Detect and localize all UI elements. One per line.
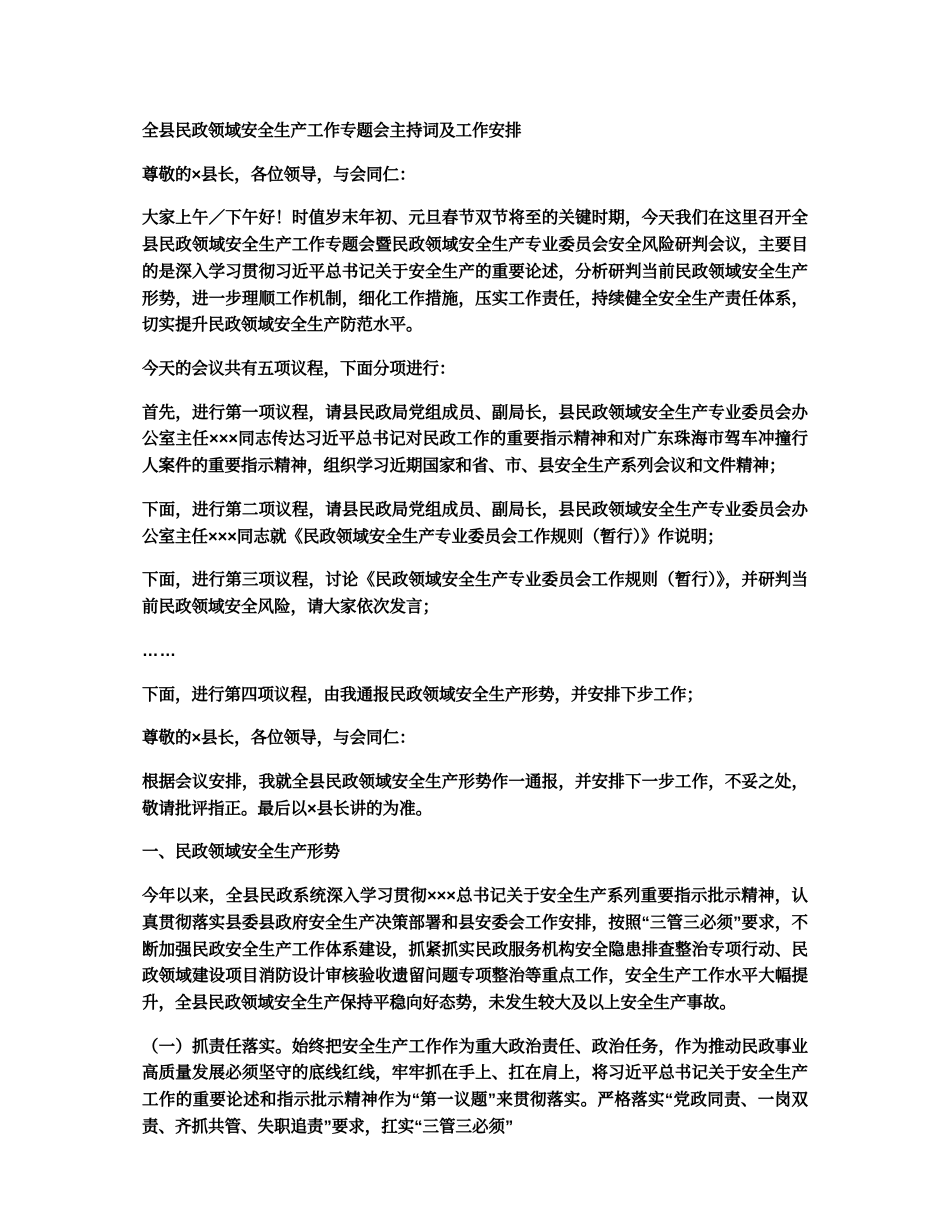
document-title: 全县民政领域安全生产工作专题会主持词及工作安排	[142, 122, 522, 140]
agenda-item-3: 下面，进行第三项议程，讨论《民政领域安全生产专业委员会工作规则（暂行）》，并研判当前民政领域安全风险，请大家依次发言；	[142, 571, 808, 617]
agenda-item-2: 下面，进行第二项议程，请县民政局党组成员、副局长，县民政领域安全生产专业委员会办公室主任×××同志就《民政领域安全生产专业委员会工作规则（暂行）》作说明；	[142, 500, 808, 546]
subsection-1-body: （一）抓责任落实。始终把安全生产工作作为重大政治责任、政治任务，作为推动民政事业高质量发展必须坚守的底线红线，牢牢抓在手上、扛在肩上，将习近平总书记关于安全生产工作的重要论述和指示批示精神作为“第一议题”来贯彻落实。严格落实“党政同责、一岗双责、齐抓共管、失职追责”要求，扛实“三管三必须”	[142, 1037, 808, 1136]
report-intro: 根据会议安排，我就全县民政领域安全生产形势作一通报，并安排下一步工作，不妥之处，敬请批评指正。最后以×县长讲的为准。	[142, 772, 808, 818]
salutation-1: 尊敬的×县长，各位领导，与会同仁：	[142, 165, 416, 184]
document-body	[142, 118, 808, 1141]
agenda-intro: 今天的会议共有五项议程，下面分项进行：	[142, 360, 456, 379]
salutation-2: 尊敬的×县长，各位领导，与会同仁：	[142, 729, 416, 748]
agenda-item-4: 下面，进行第四项议程，由我通报民政领域安全生产形势，并安排下步工作；	[142, 685, 703, 704]
opening-paragraph: 大家上午／下午好！时值岁末年初、元旦春节双节将至的关键时期，今天我们在这里召开全县民政领域安全生产工作专题会暨民政领域安全生产专业委员会安全风险研判会议，主要目的是深入学习贯彻习近平总书记关于安全生产的重要论述，分析研判当前民政领域安全生产形势，进一步理顺工作机制，细化工作措施，压实工作责任，持续健全安全生产责任体系，切实提升民政领域安全生产防范水平。	[142, 209, 808, 335]
agenda-item-1: 首先，进行第一项议程，请县民政局党组成员、副局长，县民政领域安全生产专业委员会办公室主任×××同志传达习近平总书记对民政工作的重要指示精神和对广东珠海市驾车冲撞行人案件的重要指示精神，组织学习近期国家和省、市、县安全生产系列会议和文件精神；	[142, 403, 808, 476]
section-1-body: 今年以来，全县民政系统深入学习贯彻×××总书记关于安全生产系列重要指示批示精神，认真贯彻落实县委县政府安全生产决策部署和县安委会工作安排，按照“三管三必须”要求，不断加强民政安全生产工作体系建设，抓紧抓实民政服务机构安全隐患排查整治专项行动、民政领域建设项目消防设计审核验收遗留问题专项整治等重点工作，安全生产工作水平大幅提升，全县民政领域安全生产保持平稳向好态势，未发生较大及以上安全生产事故。	[142, 887, 808, 1012]
section-heading-1: 一、民政领域安全生产形势	[142, 843, 340, 862]
ellipsis-line: ……	[142, 641, 177, 660]
